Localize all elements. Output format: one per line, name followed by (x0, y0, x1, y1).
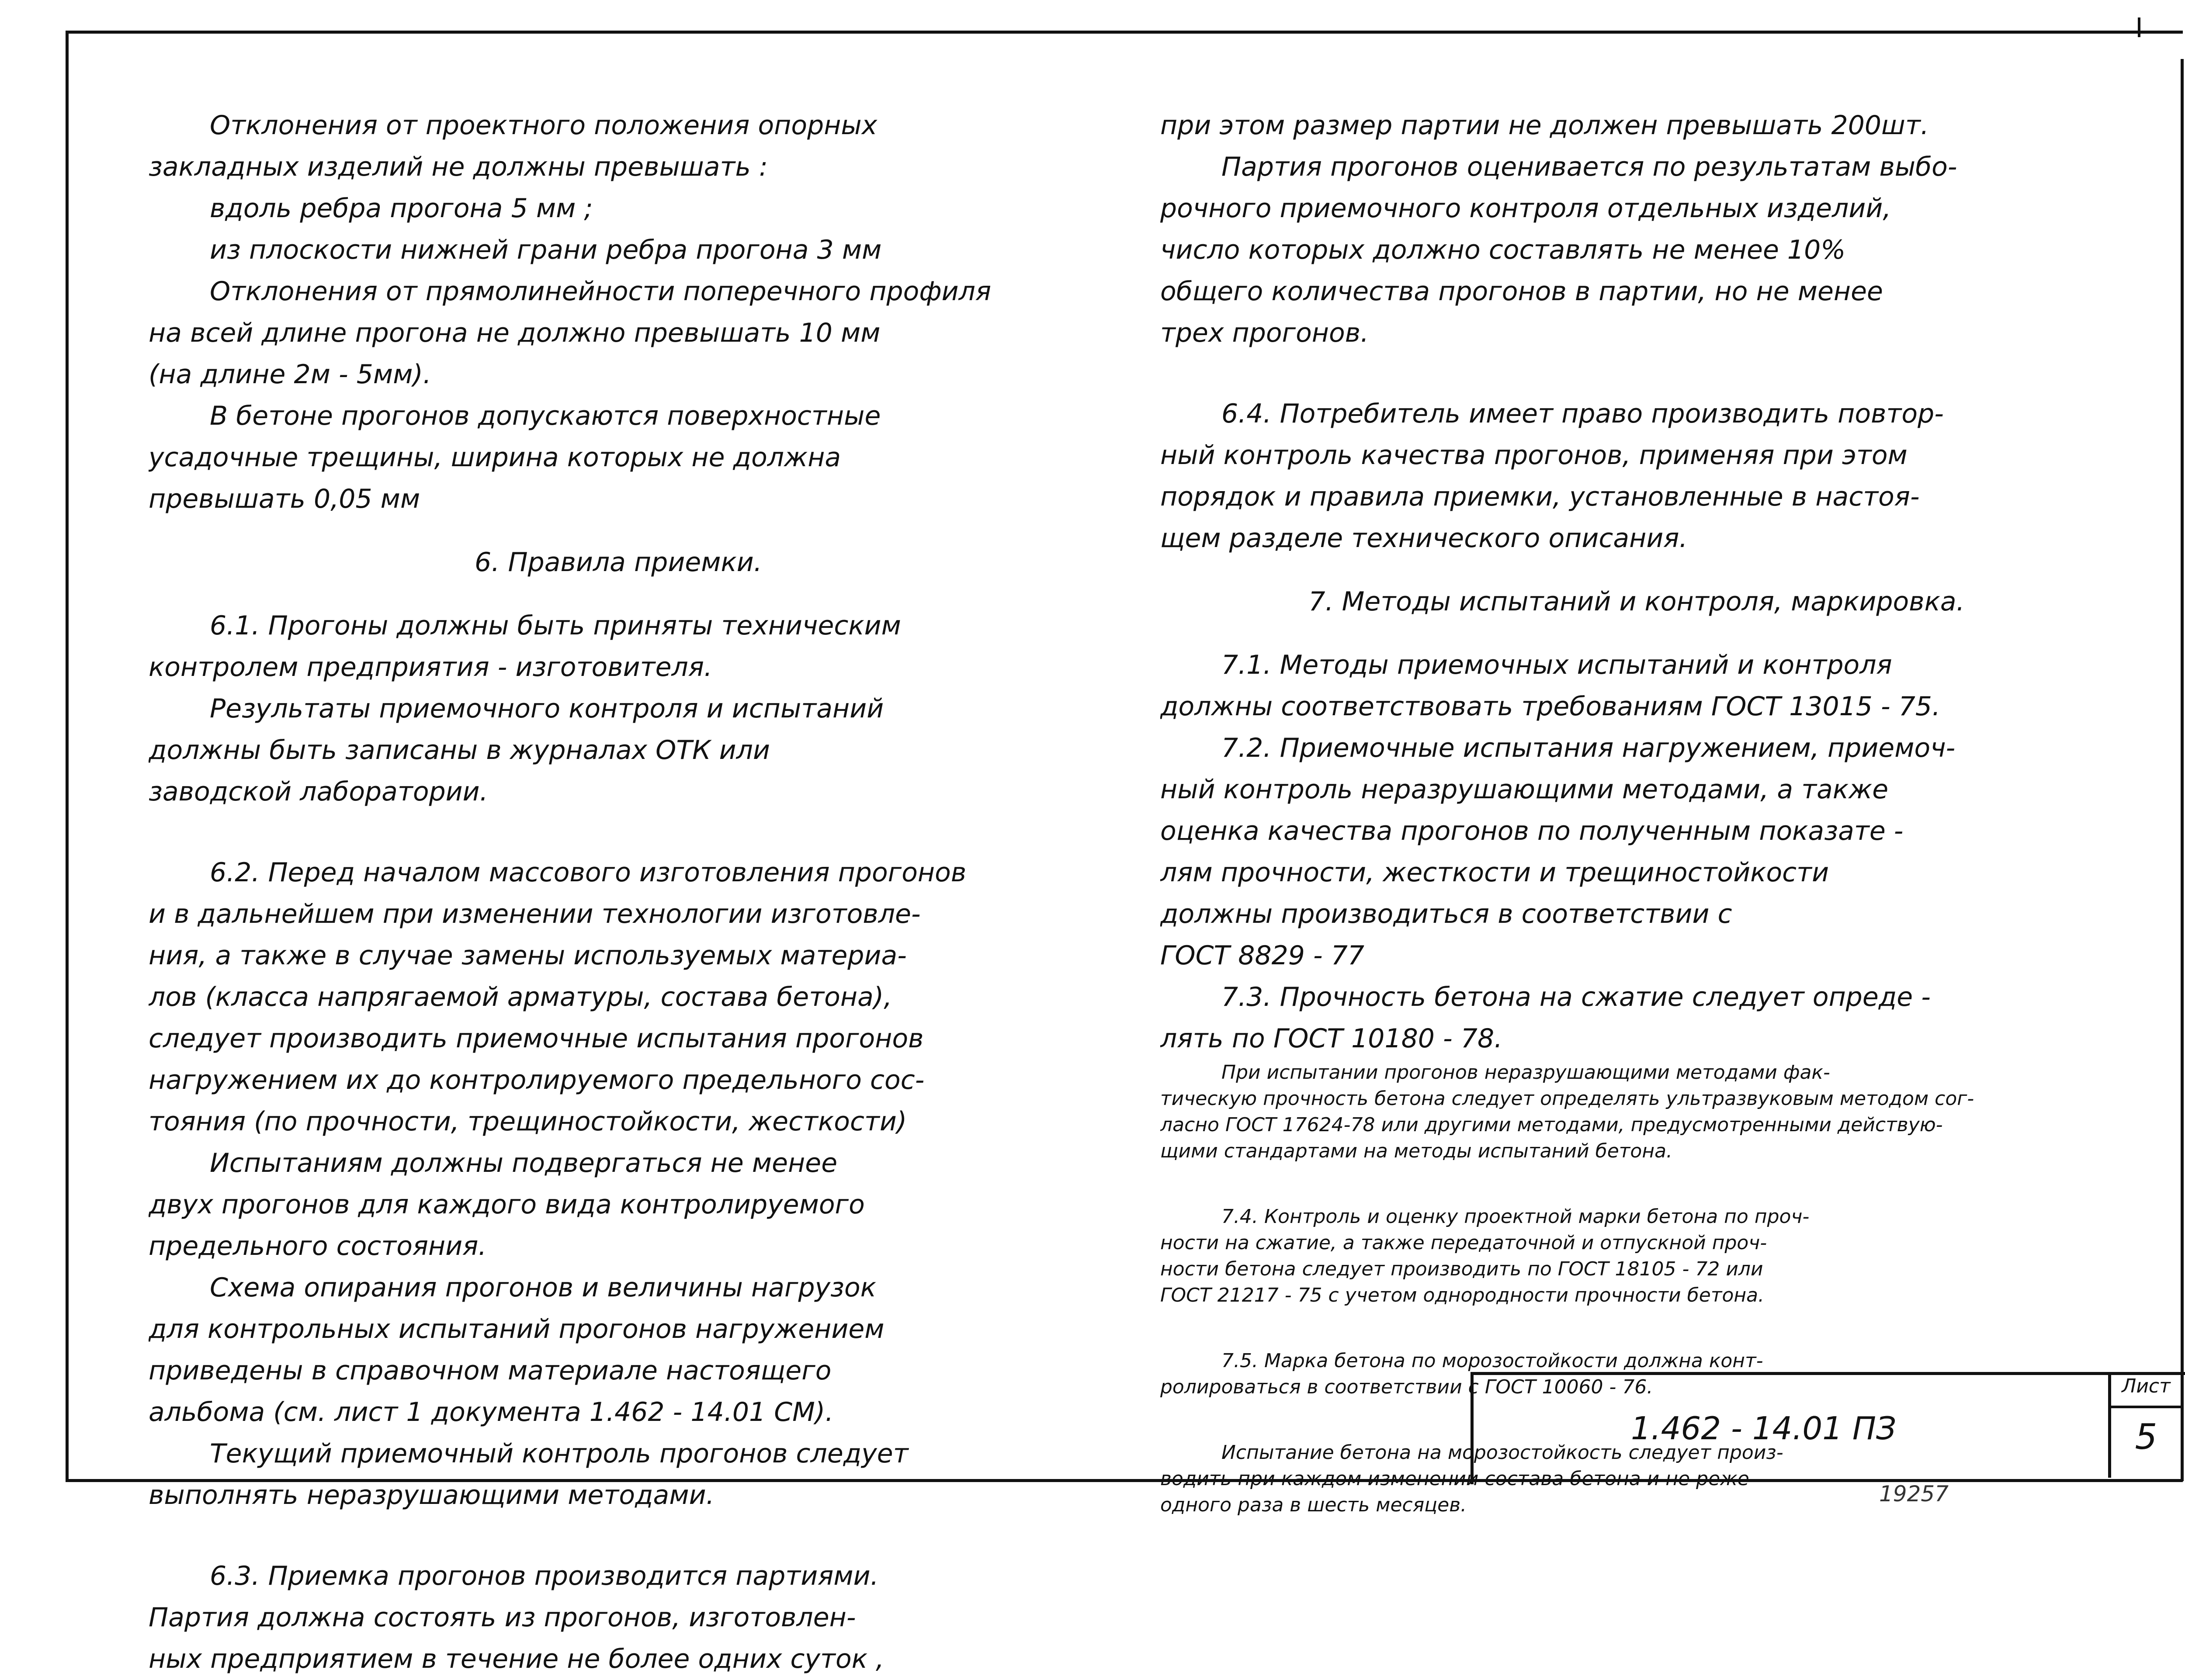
text-line: ролироваться в соответствии с ГОСТ 10060 - 76. (1160, 1376, 1653, 1398)
text-line: водить при каждом изменении состава бетона и не реже (1160, 1468, 1749, 1490)
text-line: при этом размер партии не должен превышать 200шт. (1160, 110, 1929, 141)
text-line: число которых должно составлять не менее 10% (1160, 235, 1846, 265)
text-line: порядок и правила приемки, установленные в настоя- (1160, 481, 1920, 512)
archive-number: 19257 (1879, 1481, 1949, 1507)
text-line: ных предприятием в течение не более одних суток , (149, 1644, 884, 1674)
text-line: ласно ГОСТ 17624-78 или другими методами, предусмотренными действую- (1160, 1114, 1943, 1136)
text-line: превышать 0,05 мм (149, 484, 420, 514)
text-line: 6.1. Прогоны должны быть приняты техническим (210, 610, 901, 641)
text-line: предельного состояния. (149, 1231, 487, 1261)
text-line: лов (класса напрягаемой арматуры, состава бетона), (149, 982, 892, 1012)
text-line: При испытании прогонов неразрушающими методами фак- (1221, 1061, 1830, 1084)
text-line: рочного приемочного контроля отдельных изделий, (1160, 193, 1891, 224)
right-text-column (1160, 105, 2113, 1518)
text-line: лям прочности, жесткости и трещиностойкости (1160, 857, 1829, 888)
text-line: В бетоне прогонов допускаются поверхностные (210, 401, 881, 431)
text-line: Отклонения от прямолинейности поперечного профиля (210, 276, 992, 307)
text-line: оценка качества прогонов по полученным показате - (1160, 816, 1904, 846)
text-line: 6.4. Потребитель имеет право производить повтор- (1221, 398, 1944, 429)
text-line: щими стандартами на методы испытаний бетона. (1160, 1140, 1673, 1162)
text-line: лять по ГОСТ 10180 - 78. (1160, 1023, 1503, 1054)
corner-tick-mark (2138, 17, 2140, 37)
text-line: 6.3. Приемка прогонов производится партиями. (210, 1561, 879, 1591)
text-line: должны производиться в соответствии с (1160, 899, 1732, 929)
text-line: Испытание бетона на морозостойкость следует произ- (1221, 1441, 1783, 1464)
text-line: вдоль ребра прогона 5 мм ; (210, 193, 593, 224)
text-line: и в дальнейшем при изменении технологии изготовле- (149, 899, 921, 929)
text-line: ния, а также в случае замены используемых материа- (149, 940, 907, 971)
text-line: тическую прочность бетона следует определять ультразвуковым методом сог- (1160, 1088, 1974, 1110)
text-line: Отклонения от проектного положения опорных (210, 110, 877, 141)
text-line: закладных изделий не должны превышать : (149, 152, 768, 182)
text-line: контролем предприятия - изготовителя. (149, 652, 712, 682)
text-line: должны соответствовать требованиям ГОСТ 13015 - 75. (1160, 691, 1941, 722)
text-line: Результаты приемочного контроля и испытаний (210, 693, 884, 724)
sheet-number: 5 (2135, 1417, 2157, 1457)
page-frame-top (66, 31, 2183, 34)
text-line: выполнять неразрушающими методами. (149, 1480, 714, 1510)
text-line: на всей длине прогона не должно превышать 10 мм (149, 318, 881, 348)
text-line: ГОСТ 21217 - 75 с учетом однородности прочности бетона. (1160, 1284, 1765, 1306)
text-line: усадочные трещины, ширина которых не должна (149, 442, 841, 473)
text-line: следует производить приемочные испытания прогонов (149, 1023, 924, 1054)
page-frame-right (2181, 59, 2184, 1481)
text-line: приведены в справочном материале настоящего (149, 1355, 832, 1386)
text-line: Партия прогонов оценивается по результатам выбо- (1221, 152, 1957, 182)
text-line: Партия должна состоять из прогонов, изготовлен- (149, 1602, 856, 1633)
text-line: общего количества прогонов в партии, но не менее (1160, 276, 1883, 307)
text-line: ности бетона следует производить по ГОСТ 18105 - 72 или (1160, 1258, 1763, 1280)
title-block (1471, 1372, 2185, 1484)
text-line: Схема опирания прогонов и величины нагрузок (210, 1272, 876, 1303)
document-code: 1.462 - 14.01 ПЗ (1631, 1410, 1897, 1447)
left-text-column (149, 105, 1088, 1680)
section-heading: 7. Методы испытаний и контроля, маркировка. (1308, 586, 1965, 617)
text-line: 7.2. Приемочные испытания нагружением, приемоч- (1221, 733, 1956, 763)
text-line: из плоскости нижней грани ребра прогона 3 мм (210, 235, 882, 265)
text-line: 7.1. Методы приемочных испытаний и контроля (1221, 650, 1892, 680)
text-line: ный контроль неразрушающими методами, а также (1160, 774, 1889, 805)
sheet-box (2108, 1375, 2181, 1478)
text-line: нагружением их до контролируемого предельного сос- (149, 1065, 925, 1095)
text-line: 7.5. Марка бетона по морозостойкости должна конт- (1221, 1350, 1763, 1372)
text-line: для контрольных испытаний прогонов нагружением (149, 1314, 884, 1344)
text-line: Испытаниям должны подвергаться не менее (210, 1148, 838, 1178)
text-line: ности на сжатие, а также передаточной и отпускной проч- (1160, 1232, 1767, 1254)
text-line: трех прогонов. (1160, 318, 1369, 348)
text-line: 6.2. Перед началом массового изготовления прогонов (210, 857, 967, 888)
text-line: 7.4. Контроль и оценку проектной марки бетона по проч- (1221, 1205, 1810, 1228)
text-line: должны быть записаны в журналах ОТК или (149, 735, 770, 766)
text-line: (на длине 2м - 5мм). (149, 359, 431, 390)
text-line: 7.3. Прочность бетона на сжатие следует опреде - (1221, 982, 1931, 1012)
text-line: двух прогонов для каждого вида контролируемого (149, 1189, 865, 1220)
page-frame-left (66, 31, 69, 1481)
text-line: щем разделе технического описания. (1160, 523, 1688, 554)
text-line: ГОСТ 8829 - 77 (1160, 940, 1365, 971)
text-line: одного раза в шесть месяцев. (1160, 1494, 1467, 1516)
text-line: заводской лаборатории. (149, 776, 488, 807)
text-line: альбома (см. лист 1 документа 1.462 - 14.01 СМ). (149, 1397, 834, 1427)
sheet-label: Лист (2111, 1375, 2181, 1408)
text-line: тояния (по прочности, трещиностойкости, жесткости) (149, 1106, 907, 1137)
section-heading: 6. Правила приемки. (475, 547, 762, 578)
text-line: Текущий приемочный контроль прогонов следует (210, 1438, 909, 1469)
text-line: ный контроль качества прогонов, применяя при этом (1160, 440, 1908, 471)
